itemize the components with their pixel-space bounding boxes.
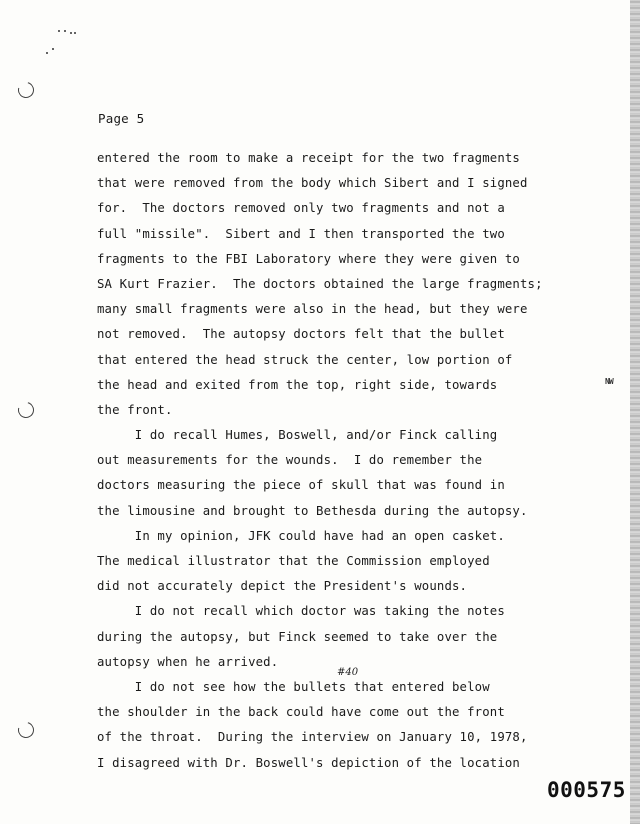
margin-mark: NW <box>605 377 613 386</box>
text-line: many small fragments were also in the head, but they were <box>97 302 528 317</box>
handwritten-annotation: #40 <box>337 667 359 678</box>
text-line: entered the room to make a receipt for the two fragments <box>97 151 520 165</box>
binder-hole-icon <box>15 399 37 421</box>
text-line: full "missile". Sibert and I then transported the two <box>97 226 505 241</box>
text-line: The medical illustrator that the Commission employed <box>97 554 490 568</box>
text-line: In my opinion, JFK could have had an open casket. <box>97 528 505 543</box>
text-line: autopsy when he arrived. <box>97 654 279 669</box>
text-line: the shoulder in the back could have come out the front <box>97 705 505 720</box>
text-line: fragments to the FBI Laboratory where they were given to <box>97 251 520 266</box>
text-line: the limousine and brought to Bethesda during the autopsy. <box>97 503 528 518</box>
text-line: the head and exited from the top, right side, towards <box>97 377 498 392</box>
text-line: I do recall Humes, Boswell, and/or Finck calling <box>97 428 498 443</box>
text-line: the front. <box>97 402 173 417</box>
text-line: I do not recall which doctor was taking the notes <box>97 604 505 619</box>
text-line: that entered the head struck the center, low portion of <box>97 352 513 367</box>
text-line: did not accurately depict the President's wounds. <box>97 579 468 594</box>
binder-hole-icon <box>15 79 37 101</box>
text-line: I do not see how the bullets that entered below <box>97 679 490 694</box>
text-line: I disagreed with Dr. Boswell's depiction of the location <box>97 755 520 770</box>
binder-hole-icon <box>15 719 37 741</box>
text-line: out measurements for the wounds. I do remember the <box>97 453 483 468</box>
document-number-stamp: 000575 <box>547 778 626 802</box>
scan-specks <box>52 26 92 56</box>
page-number-label: Page 5 <box>98 111 145 126</box>
scanned-page-edge <box>630 0 640 824</box>
text-line: during the autopsy, but Finck seemed to take over the <box>97 629 498 644</box>
text-line: that were removed from the body which Sibert and I signed <box>97 176 528 191</box>
text-line: for. The doctors removed only two fragments and not a <box>97 201 505 216</box>
text-line: doctors measuring the piece of skull that was found in <box>97 478 505 493</box>
text-line: not removed. The autopsy doctors felt that the bullet <box>97 327 505 342</box>
text-line: SA Kurt Frazier. The doctors obtained the large fragments; <box>97 276 543 291</box>
text-line: of the throat. During the interview on January 10, 1978, <box>97 730 528 745</box>
body-text <box>97 146 543 776</box>
